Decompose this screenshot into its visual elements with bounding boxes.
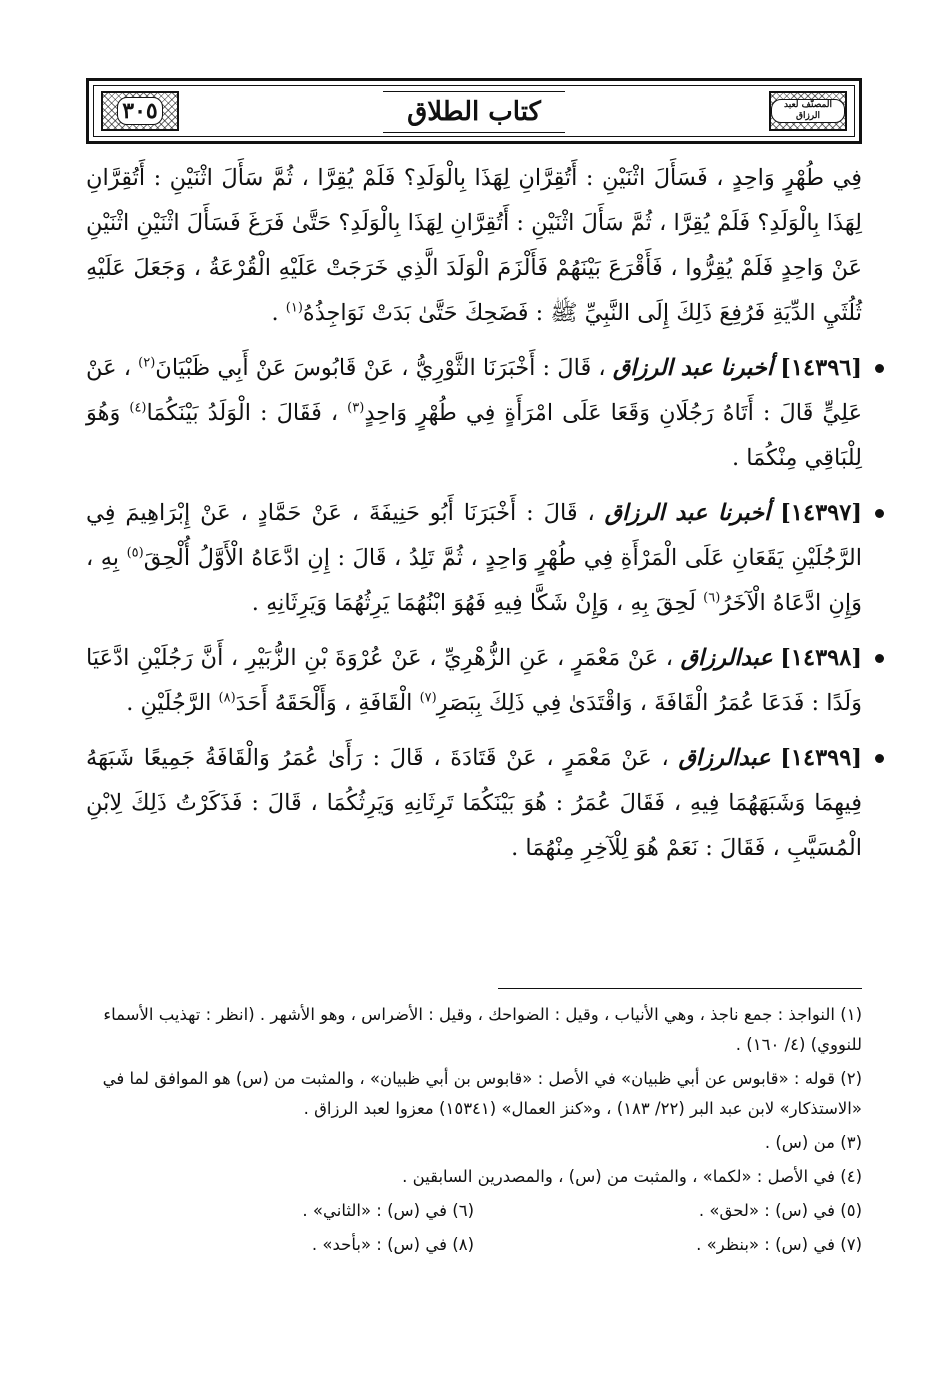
footnote-divider (498, 988, 862, 989)
hadith-text: ، عَنْ عَلِيٍّ قَالَ : أَتَاهُ رَجُلَانِ وَقَعَا عَلَى امْرَأَةٍ فِي طُهْرٍ وَاحِدٍ (86, 355, 863, 426)
hadith-text: الرَّجُلَيْنِ . (126, 690, 212, 716)
footnote: (٤) في الأصل : «لكما» ، والمثبت من (س) ، والمصدرين السابقين . (402, 1167, 862, 1186)
hadith-number: [١٤٣٩٦] (780, 355, 863, 381)
hadith-14396 (86, 346, 862, 481)
footnote: (٣) من (س) . (764, 1133, 862, 1152)
footnote: (٨) في (س) : «بأحد» . (311, 1235, 474, 1254)
footnote-ref: (٣) (347, 400, 365, 416)
hadith-14398 (86, 636, 862, 726)
bullet-icon (875, 654, 884, 663)
chapter-title (199, 89, 749, 135)
narrator: أخبرنا عبد الرزاق (612, 355, 774, 381)
footnotes (86, 1000, 862, 1264)
bullet-icon (875, 509, 884, 518)
hadith-text: ، فَقَالَ : الْوَلَدُ بَيْنَكُمَا (146, 400, 339, 426)
bullet-icon (875, 364, 884, 373)
hadith-number: [١٤٣٩٨] (780, 645, 863, 671)
text-line: الدِّيَةِ فَرُفِعَ ذَلِكَ إِلَى النَّبِيِّ ﷺ : فَضَحِكَ حَتَّىٰ بَدَتْ نَوَاجِذُهُ (302, 300, 816, 326)
hadith-14399 (86, 736, 862, 871)
footnote-ref: (٨) (218, 690, 236, 706)
hadith-text: ، عَنْ مَعْمَرٍ ، عَنْ قَتَادَةَ ، قَالَ : رَأَىٰ عُمَرُ وَالْقَافَةُ جَمِيعًا شَبَهَهُ فِيهِمَا وَشَبَهَهُمَا فِيهِ ، فَقَالَ عُمَرُ : هُوَ بَيْنَكُمَا تَرِثَانِهِ وَيَرِثُكُمَا ، قَالَ : فَذَكَرْتُ ذَلِكَ لِابْنِ الْمُسَيَّبِ ، فَقَالَ : نَعَمْ هُوَ لِلْآخِرِ مِنْهُمَا . (86, 745, 862, 861)
hadith-text: ، قَالَ : أَخْبَرَنَا أَبُو حَنِيفَةَ ، عَنْ حَمَّادٍ ، عَنْ إِبْرَاهِيمَ فِي الرَّجُلَيْنِ يَقَعَانِ عَلَى الْمَرْأَةِ فِي طُهْرٍ وَاحِدٍ ، ثُمَّ تَلِدُ ، قَالَ : إِنِ ادَّعَاهُ الْأَوَّلُ أُلْحِقَ (86, 500, 863, 571)
footnote-ref: (٢) (138, 355, 156, 371)
hadith-14397 (86, 491, 862, 626)
hadith-number: [١٤٣٩٧] (780, 500, 862, 526)
text-line: بِالْوَلَدِ؟ فَلَمْ يُقِرَّا ، ثُمَّ سَأَلَ اثْنَيْنِ : أَتُقِرَّانِ لِهَذَا بِالْوَلَدِ؟ حَتَّىٰ فَرَغَ فَسَأَلَ اثْنَيْنِ اثْنَيْنِ عَنْ (86, 210, 863, 281)
footnote-ref: (١) (285, 300, 303, 316)
footnote: (٧) في (س) : «بنظر» . (696, 1235, 862, 1254)
footnote: (٥) في (س) : «لحق» . (698, 1201, 862, 1220)
paragraph-continued (86, 156, 862, 336)
main-text (86, 156, 862, 871)
text-line: وَاحِدٍ فَلَمْ يُقِرُّوا ، فَأَقْرَعَ بَيْنَهُمْ فَأَلْزَمَ الْوَلَدَ الَّذِي خَرَجَتْ عَلَيْهِ الْقُرْعَةُ ، وَجَعَلَ عَلَيْهِ ثُلُثَيِ (86, 255, 862, 326)
footnote-ref: (٦) (703, 590, 721, 606)
page-number-box (101, 91, 179, 131)
footnote-ref: (٥) (126, 545, 144, 561)
footnote: (٢) قوله : «قابوس عن أبي ظبيان» في الأصل : «قابوس بن أبي ظبيان» ، والمثبت من (س) هو الموافق لما في «الاستذكار» لابن عبد البر (٢٢/ ١٨٣) ، و«كنز العمال» (١٥٣٤١) معزوا لعبد الرزاق . (102, 1069, 862, 1118)
text-line: فِي طُهْرٍ وَاحِدٍ ، فَسَأَلَ اثْنَيْنِ : أَتُقِرَّانِ لِهَذَا بِالْوَلَدِ؟ فَلَمْ يُقِرَّا ، ثُمَّ سَأَلَ اثْنَيْنِ : أَتُقِرَّانِ لِهَذَا (86, 165, 862, 236)
footnote-row (86, 1230, 862, 1264)
emblem-text: المصنّف لعبد الرزاق (771, 99, 845, 123)
footnote: (١) النواجذ : جمع ناجذ ، وهي الأنياب ، وقيل : الضواحك ، وقيل : الأضراس ، وهو الأشهر . (انظر : تهذيب الأسماء للنووي) (٤/ ١٦٠) . (103, 1005, 862, 1054)
hadith-text: ، عَنْ مَعْمَرٍ ، عَنِ الزُّهْرِيِّ ، عَنْ عُرْوَةَ بْنِ الزُّبَيْرِ ، أَنَّ رَجُلَيْنِ ادَّعَيَا وَلَدًا : فَدَعَا عُمَرُ الْقَافَةَ ، وَاقْتَدَىٰ فِي ذَلِكَ بِبَصَرِ (86, 645, 862, 716)
narrator: أخبرنا عبد الرزاق (604, 500, 771, 526)
page-number: ٣٠٥ (117, 97, 162, 125)
bullet-icon (875, 754, 884, 763)
hadith-text: بِهِ ، وَإِنِ ادَّعَاهُ الْآخَرُ (86, 545, 862, 616)
text-line: . (271, 300, 286, 326)
footnote-ref: (٧) (419, 690, 437, 706)
book-emblem (769, 91, 847, 131)
narrator: عبدالرزاق (678, 745, 771, 771)
hadith-number: [١٤٣٩٩] (780, 745, 862, 771)
hadith-text: الْقَافَةِ ، وَأَلْحَقَهُ أَحَدَ (235, 690, 413, 716)
hadith-text: لَحِقَ بِهِ ، وَإِنْ شَكَّا فِيهِ فَهُوَ ابْنُهُمَا يَرِثُهُمَا وَيَرِثَانِهِ . (251, 590, 696, 616)
page-header (86, 78, 862, 144)
hadith-text: ، قَالَ : أَخْبَرَنَا الثَّوْرِيُّ ، عَنْ قَابُوسَ عَنْ أَبِي ظَبْيَانَ (155, 355, 606, 381)
narrator: عبدالرزاق (680, 645, 773, 671)
footnote: (٦) في (س) : «الثاني» . (302, 1201, 474, 1220)
footnote-ref: (٤) (129, 400, 147, 416)
hadith-text: وَهُوَ لِلْبَاقِي مِنْكُمَا . (86, 400, 862, 471)
chapter-title-text: كتاب الطلاق (383, 91, 565, 133)
footnote-row (86, 1196, 862, 1230)
